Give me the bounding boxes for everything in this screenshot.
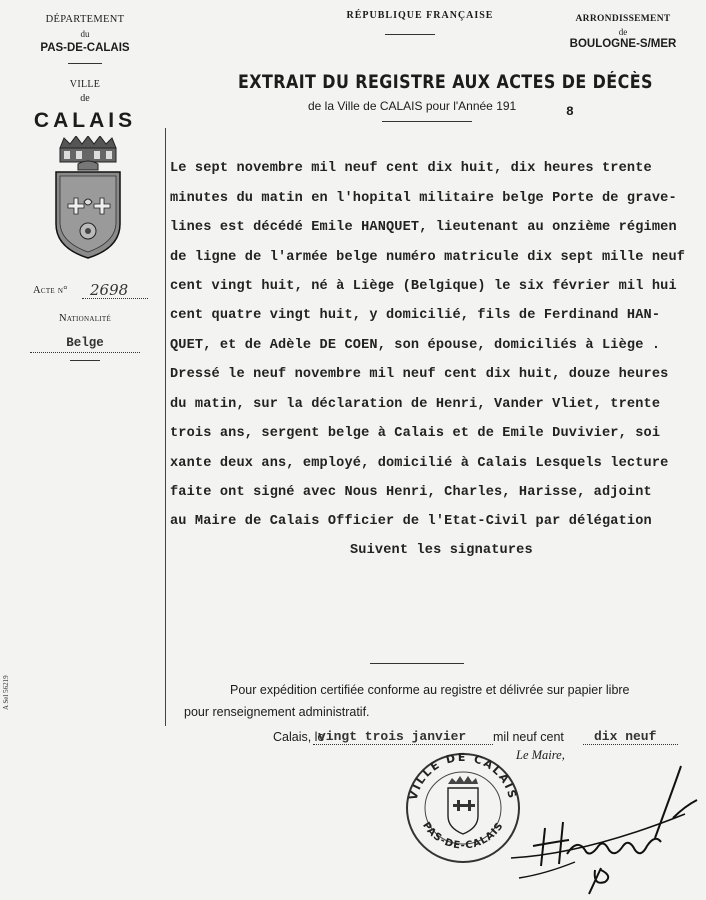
body-line: Suivent les signatures — [350, 543, 533, 558]
department-du: du — [80, 29, 90, 39]
document-title: EXTRAIT DU REGISTRE AUX ACTES DE DÉCÈS — [238, 72, 653, 93]
nationality-label: Nationalité — [58, 313, 112, 324]
margin-print-code: A Sel 56219 — [2, 675, 10, 710]
body-line: du matin, sur la déclaration de Henri, Vander Vliet, trente — [170, 397, 661, 412]
body-line: trois ans, sergent belge à Calais et de Emile Duvivier, soi — [170, 426, 661, 441]
body-line: Le sept novembre mil neuf cent dix huit, dix heures trente — [170, 161, 652, 176]
seal-top-text: VILLE DE CALAIS — [406, 750, 520, 802]
department-label: DÉPARTEMENT — [45, 14, 125, 25]
year-words: dix neuf — [594, 729, 657, 744]
body-line: lines est décédé Emile HANQUET, lieutenant au onzième régimen — [170, 220, 677, 235]
year-digit: 8 — [566, 104, 574, 119]
date-line — [313, 744, 493, 745]
nationality-line — [30, 352, 140, 353]
city-name: CALAIS — [33, 109, 137, 132]
date-day-month: vingt trois janvier — [318, 729, 467, 744]
mayor-signature — [505, 758, 700, 898]
body-line: Dressé le neuf novembre mil neuf cent dix huit, douze heures — [170, 367, 669, 382]
body-line: au Maire de Calais Officier de l'Etat-Civil par délégation — [170, 514, 652, 529]
body-line: faite ont signé avec Nous Henri, Charles, Harisse, adjoint — [170, 485, 652, 500]
body-line: xante deux ans, employé, domicilié à Calais Lesquels lecture — [170, 456, 669, 471]
document-subtitle: de la Ville de CALAIS pour l'Année 191 — [308, 99, 517, 113]
margin-rule — [165, 128, 166, 726]
city-de: de — [80, 93, 90, 104]
arrondissement-name: BOULOGNE-S/MER — [569, 38, 677, 50]
divider — [382, 121, 472, 122]
certification-line-2: pour renseignement administratif. — [184, 705, 370, 719]
acte-label: Acte n° — [33, 285, 68, 296]
republic-title: RÉPUBLIQUE FRANÇAISE — [346, 10, 494, 21]
body-line: QUET, et de Adèle DE COEN, son épouse, domiciliés à Liège . — [170, 338, 661, 353]
divider — [385, 34, 435, 35]
coat-of-arms-emblem — [50, 136, 126, 260]
svg-text:PAS-DE-CALAIS — [420, 820, 506, 851]
acte-number: 2698 — [90, 281, 129, 299]
divider — [70, 360, 100, 361]
body-line: de ligne de l'armée belge numéro matricule dix sept mille neuf — [170, 250, 686, 265]
body-line: cent quatre vingt huit, y domicilié, fils de Ferdinand HAN- — [170, 308, 661, 323]
acte-number-line — [82, 298, 148, 299]
arrondissement-de: de — [618, 27, 628, 37]
year-line — [583, 744, 678, 745]
seal-bottom-text: PAS-DE-CALAIS — [420, 820, 506, 852]
city-label: VILLE — [69, 79, 101, 90]
body-line: minutes du matin en l'hopital militaire belge Porte de grave- — [170, 191, 677, 206]
certification-line-1: Pour expédition certifiée conforme au registre et délivrée sur papier libre — [230, 683, 630, 697]
body-line: cent vingt huit, né à Liège (Belgique) le six février mil hui — [170, 279, 677, 294]
nationality-value: Belge — [66, 336, 104, 350]
department-name: PAS-DE-CALAIS — [40, 42, 130, 54]
place-label: Calais, le — [273, 730, 325, 744]
arrondissement-label: ARRONDISSEMENT — [575, 14, 671, 24]
divider — [68, 63, 102, 64]
date-mid-text: mil neuf cent — [493, 730, 564, 744]
svg-text:VILLE DE CALAIS — [407, 751, 520, 801]
divider — [370, 663, 464, 664]
mayor-label: Le Maire, — [516, 748, 565, 762]
